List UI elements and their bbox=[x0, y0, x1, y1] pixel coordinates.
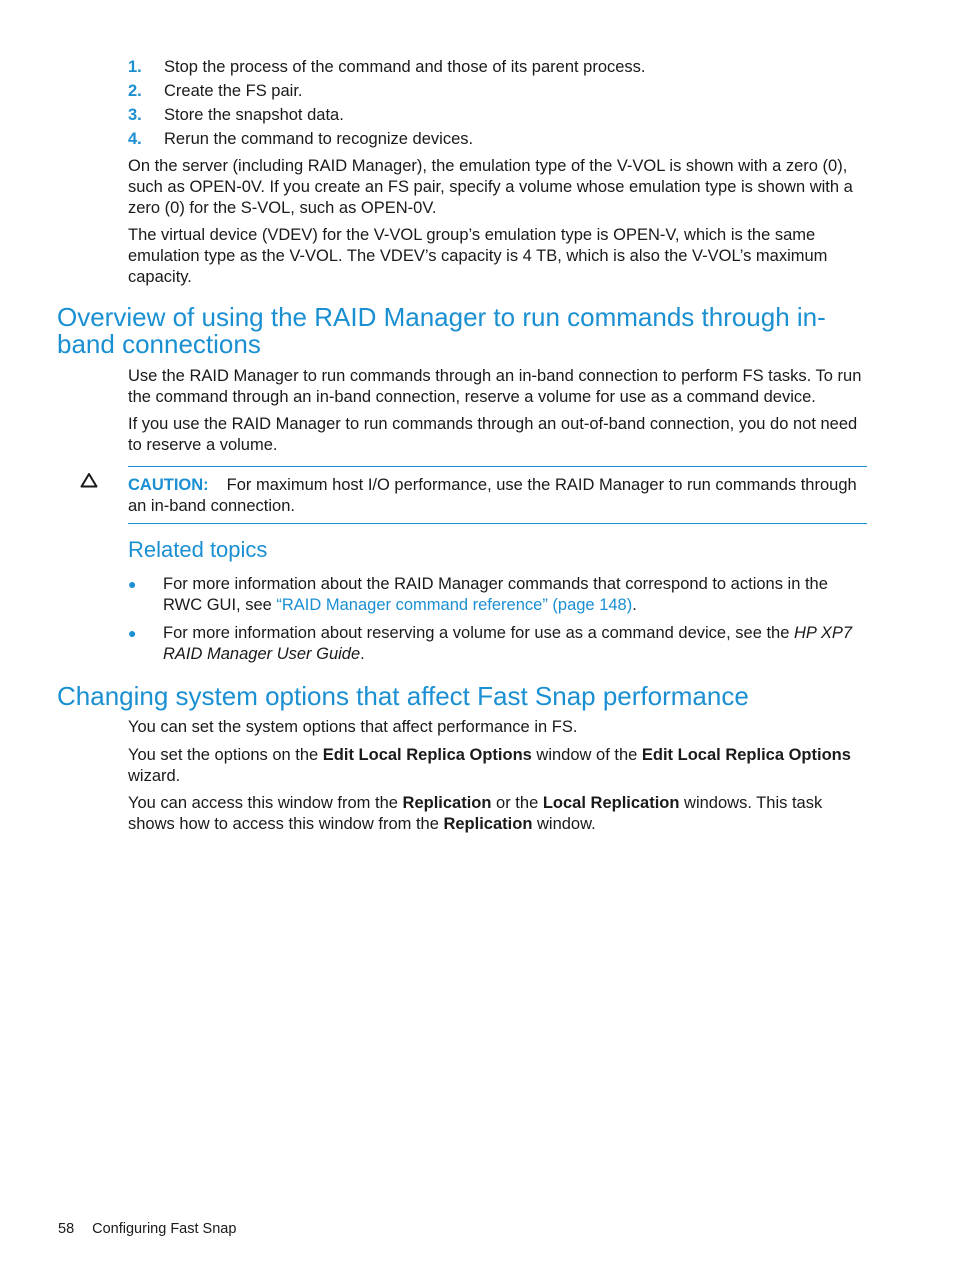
paragraph-options-2 bbox=[128, 745, 870, 787]
steps-list bbox=[128, 55, 868, 151]
step-number: 3. bbox=[128, 105, 142, 124]
bullet-dot-icon: ● bbox=[128, 576, 137, 592]
ui-term: Replication bbox=[443, 815, 533, 833]
guide-title: HP XP7 RAID Manager User Guide bbox=[163, 624, 853, 663]
raid-manager-reference-link[interactable]: “RAID Manager command reference” (page 148) bbox=[276, 596, 633, 614]
list-item-text bbox=[163, 623, 870, 665]
paragraph-emulation: On the server (including RAID Manager), the emulation type of the V-VOL is shown with a zero (0), such as OPEN-0V. If you create an FS pair, specify a volume whose emulation type is shown with a zero (0) for the S-VOL, such as OPEN-0V. bbox=[128, 157, 853, 217]
step-text: Store the snapshot data. bbox=[164, 105, 344, 124]
section-heading-fast-snap: Changing system options that affect Fast Snap performance bbox=[57, 681, 749, 711]
step-item bbox=[128, 103, 868, 127]
ui-term: Local Replication bbox=[542, 794, 680, 812]
list-item-text-part: For more information about the RAID Manager commands that correspond to actions in the RWC GUI, see bbox=[163, 575, 828, 614]
ui-term: Replication bbox=[402, 794, 492, 812]
list-item-text bbox=[163, 574, 870, 616]
caution-text: For maximum host I/O performance, use the RAID Manager to run commands through an in-band connection. bbox=[128, 476, 857, 515]
step-number: 1. bbox=[128, 57, 142, 76]
paragraph-options-1: You can set the system options that affect performance in FS. bbox=[128, 718, 578, 736]
step-text: Stop the process of the command and those of its parent process. bbox=[164, 57, 646, 76]
paragraph-vdev: The virtual device (VDEV) for the V-VOL group’s emulation type is OPEN-V, which is the same emulation type as the V-VOL. The VDEV’s capacity is 4 TB, which is also the V-VOL’s maximum capacity. bbox=[128, 226, 828, 286]
text-part: wizard. bbox=[128, 767, 181, 785]
step-text: Rerun the command to recognize devices. bbox=[164, 129, 474, 148]
related-topics-heading: Related topics bbox=[128, 537, 268, 562]
list-item-text-part: For more information about reserving a volume for use as a command device, see the bbox=[163, 624, 794, 642]
text-part: You can access this window from the bbox=[128, 794, 403, 812]
ui-term: Edit Local Replica Options bbox=[641, 746, 851, 764]
step-item bbox=[128, 55, 868, 79]
text-part: windows. This task shows how to access this window from the bbox=[128, 794, 823, 833]
related-topics-list bbox=[128, 574, 870, 672]
list-item-text-part: . bbox=[632, 596, 637, 614]
text-part: or the bbox=[491, 794, 543, 812]
page-number: 58 bbox=[58, 1221, 75, 1237]
text-part: window of the bbox=[531, 746, 642, 764]
text-part: You set the options on the bbox=[128, 746, 323, 764]
text-part: window. bbox=[532, 815, 596, 833]
list-item-text-part: . bbox=[360, 645, 365, 663]
ui-term: Edit Local Replica Options bbox=[322, 746, 532, 764]
step-item bbox=[128, 127, 868, 151]
paragraph-inband-2: If you use the RAID Manager to run commands through an out-of-band connection, you do not need to reserve a volume. bbox=[128, 415, 858, 454]
warning-triangle-icon bbox=[80, 472, 98, 488]
step-number: 2. bbox=[128, 81, 142, 100]
step-number: 4. bbox=[128, 129, 142, 148]
paragraph-options-3 bbox=[128, 793, 870, 835]
bullet-dot-icon: ● bbox=[128, 625, 137, 641]
step-item bbox=[128, 79, 868, 103]
caution-note bbox=[128, 475, 870, 517]
page-footer bbox=[58, 1221, 254, 1237]
step-text: Create the FS pair. bbox=[164, 81, 303, 100]
list-item bbox=[128, 623, 870, 665]
chapter-title: Configuring Fast Snap bbox=[92, 1221, 237, 1237]
caution-label: CAUTION: bbox=[128, 476, 209, 494]
paragraph-inband-1: Use the RAID Manager to run commands through an in-band connection to perform FS tasks. To run the command through an in-band connection, reserve a volume for use as a command device. bbox=[128, 367, 862, 406]
list-item bbox=[128, 574, 870, 616]
section-heading-inband: Overview of using the RAID Manager to run commands through in-band connections bbox=[57, 302, 826, 359]
